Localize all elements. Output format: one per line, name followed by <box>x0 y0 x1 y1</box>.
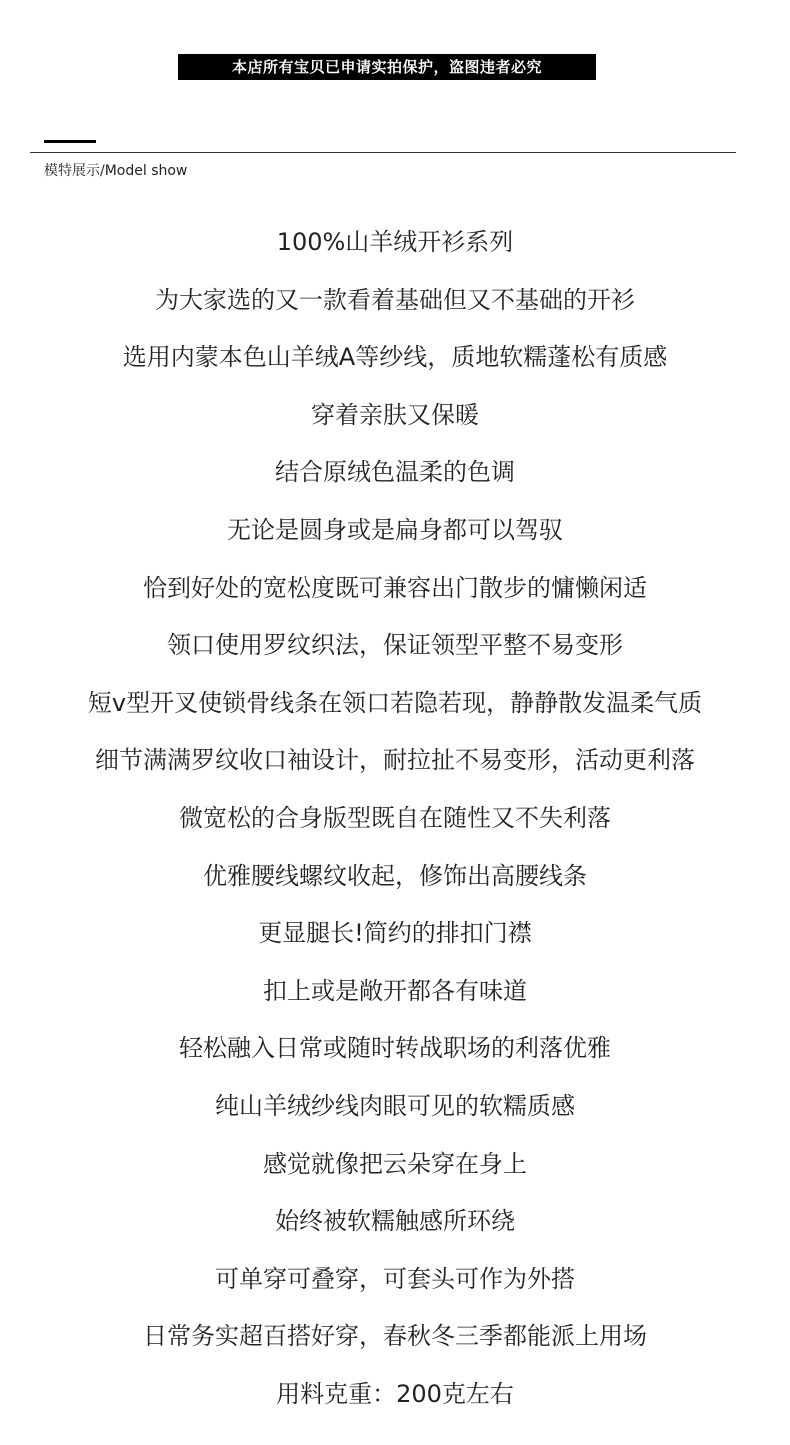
description-line: 更显腿长!简约的排扣门襟 <box>258 919 532 948</box>
section-accent-bar <box>44 140 96 143</box>
product-description <box>0 214 790 1423</box>
description-line: 100%山羊绒开衫系列 <box>276 228 514 256</box>
description-line: 微宽松的合身版型既自在随性又不失利落 <box>179 803 611 832</box>
description-line: 用料克重：200克左右 <box>276 1379 514 1408</box>
description-line: 无论是圆身或是扁身都可以驾驭 <box>227 515 563 544</box>
description-line: 日常务实超百搭好穿，春秋冬三季都能派上用场 <box>143 1322 647 1351</box>
section-title: 模特展示/Model show <box>44 163 188 179</box>
description-line: 短v型开叉使锁骨线条在领口若隐若现，静静散发温柔气质 <box>87 688 703 717</box>
description-line: 优雅腰线螺纹收起，修饰出高腰线条 <box>203 861 587 890</box>
description-line: 始终被软糯触感所环绕 <box>275 1207 515 1236</box>
description-line: 感觉就像把云朵穿在身上 <box>263 1149 527 1178</box>
description-line: 恰到好处的宽松度既可兼容出门散步的慵懒闲适 <box>143 573 647 602</box>
description-line: 扣上或是敞开都各有味道 <box>263 976 527 1005</box>
description-line: 轻松融入日常或随时转战职场的利落优雅 <box>179 1034 611 1063</box>
description-line: 选用内蒙本色山羊绒A等纱线，质地软糯蓬松有质感 <box>122 343 668 372</box>
description-line: 为大家选的又一款看着基础但又不基础的开衫 <box>155 285 635 314</box>
description-line: 领口使用罗纹织法，保证领型平整不易变形 <box>167 631 623 660</box>
description-line: 可单穿可叠穿，可套头可作为外搭 <box>215 1264 575 1293</box>
description-line: 穿着亲肤又保暖 <box>311 400 479 429</box>
description-line: 细节满满罗纹收口袖设计，耐拉扯不易变形，活动更利落 <box>95 746 695 775</box>
section-divider <box>30 152 736 153</box>
description-line: 结合原绒色温柔的色调 <box>275 458 515 487</box>
copyright-notice-banner: 本店所有宝贝已申请实拍保护，盗图违者必究 <box>178 54 596 80</box>
description-line: 纯山羊绒纱线肉眼可见的软糯质感 <box>215 1091 575 1120</box>
